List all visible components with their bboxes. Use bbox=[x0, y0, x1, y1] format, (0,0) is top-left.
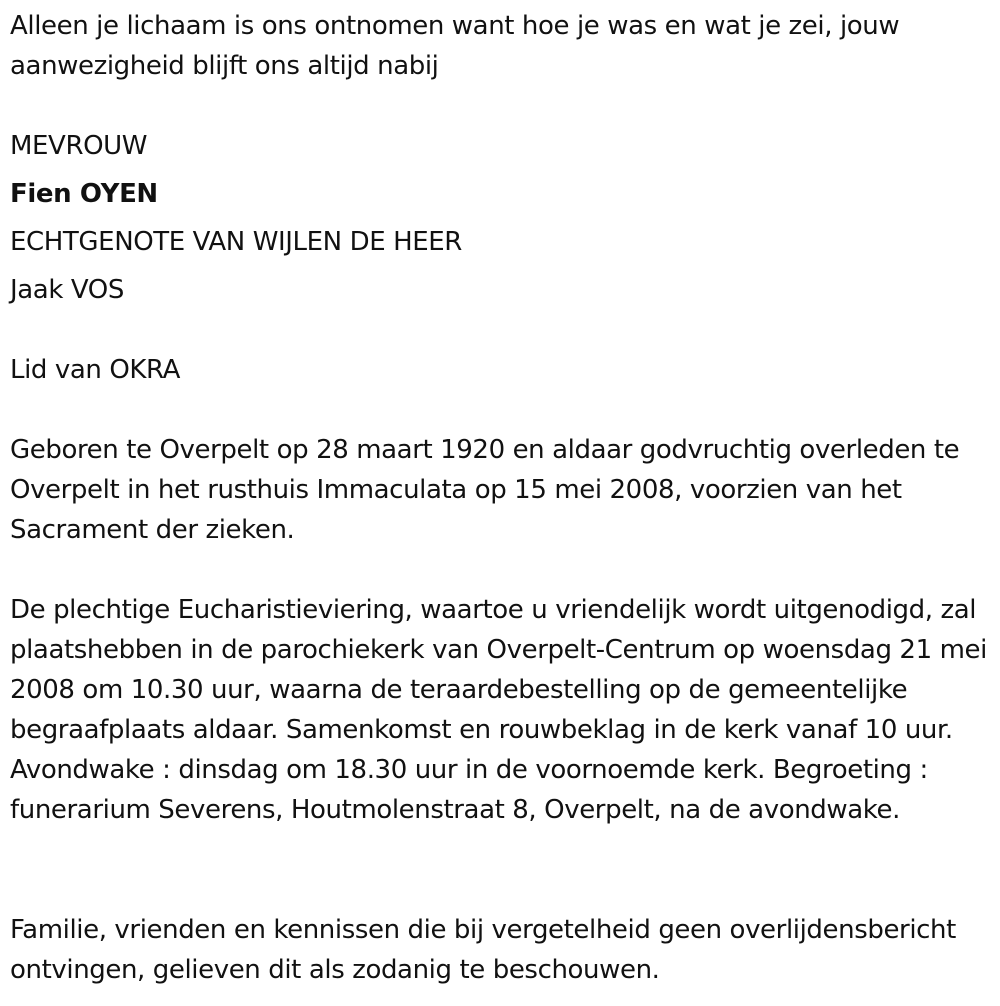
intro-verse: Alleen je lichaam is ons ontnomen want hoe je was en wat je zei, jouw aanwezigheid blijft ons altijd nabij bbox=[10, 11, 908, 81]
spouse-name: Jaak VOS bbox=[10, 275, 124, 305]
deceased-name: Fien OYEN bbox=[10, 179, 158, 209]
service-paragraph: De plechtige Eucharistieviering, waartoe u vriendelijk wordt uitgenodigd, zal plaatshebben in de parochiekerk van Overpelt-Centrum op woensdag 21 mei 2008 om 10.30 uur, waarna de teraardebestelling op de gemeentelijke begraafplaats aldaar. Samenkomst en rouwbeklag in de kerk vanaf 10 uur. Avondwake : dinsdag om 18.30 uur in de voornoemde kerk. Begroeting : funerarium Severens, Houtmolenstraat 8, Overpelt, na de avondwake. bbox=[10, 595, 995, 825]
honorific-title: MEVROUW bbox=[10, 131, 148, 161]
birth-death-paragraph: Geboren te Overpelt op 28 maart 1920 en aldaar godvruchtig overleden te Overpelt in het rusthuis Immaculata op 15 mei 2008, voorzien van het Sacrament der zieken. bbox=[10, 435, 968, 545]
spouse-label: ECHTGENOTE VAN WIJLEN DE HEER bbox=[10, 227, 462, 257]
closing-paragraph: Familie, vrienden en kennissen die bij vergetelheid geen overlijdensbericht ontvingen, gelieven dit als zodanig te beschouwen. bbox=[10, 915, 964, 985]
membership: Lid van OKRA bbox=[10, 355, 181, 385]
